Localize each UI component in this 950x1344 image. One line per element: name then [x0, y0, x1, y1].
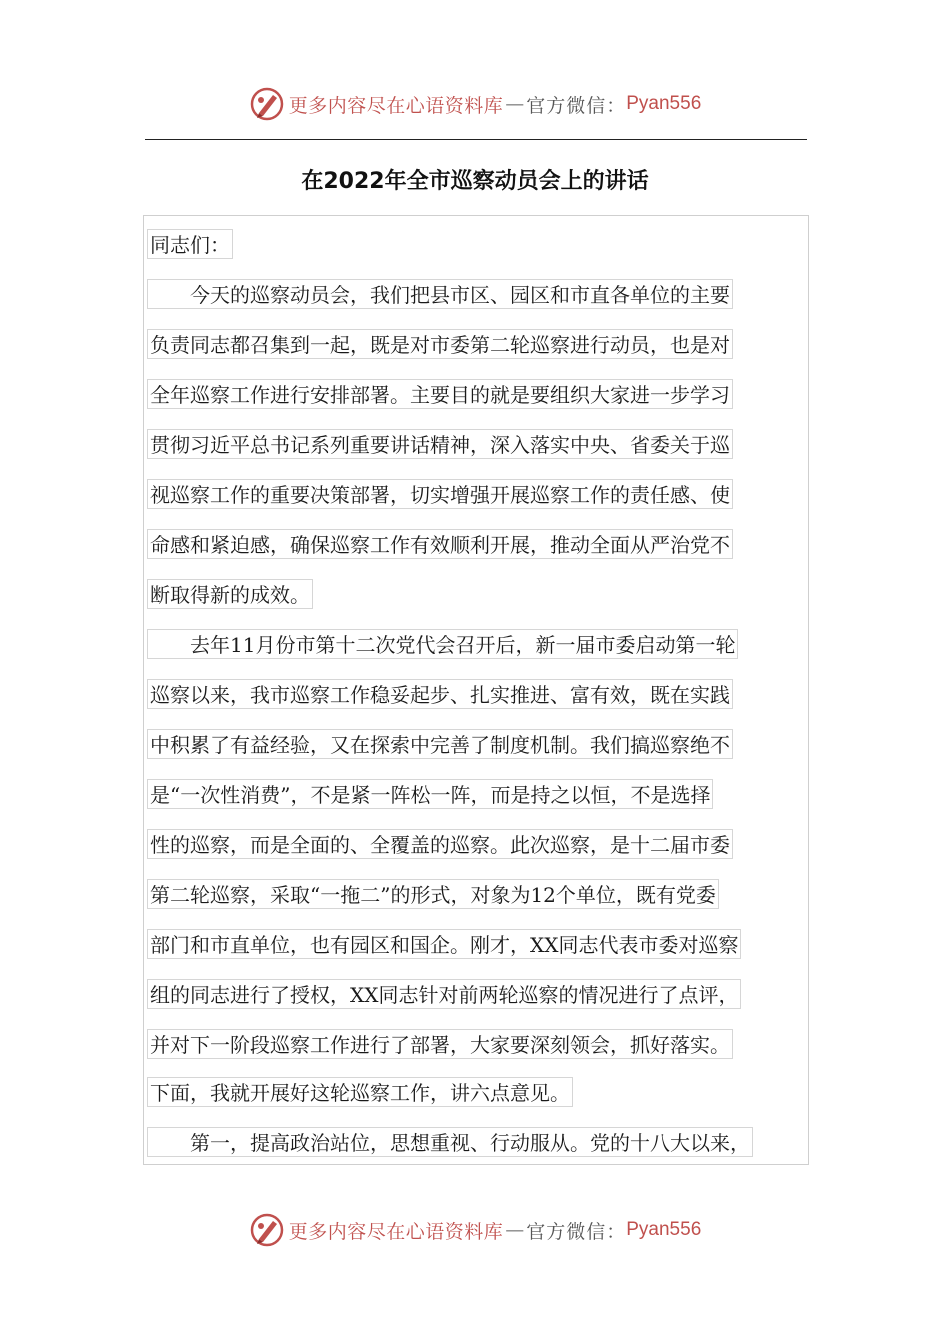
text-line: 第一，提高政治站位，思想重视、行动服从。党的十八大以来， [147, 1127, 753, 1157]
text-line: 视巡察工作的重要决策部署，切实增强开展巡察工作的责任感、使 [147, 479, 733, 509]
text-line: 组的同志进行了授权，XX同志针对前两轮巡察的情况进行了点评， [147, 979, 741, 1009]
header-banner-text: 更多内容尽在心语资料库 [288, 94, 504, 117]
text-line: 并对下一阶段巡察工作进行了部署，大家要深刻领会，抓好落实。 [147, 1029, 733, 1059]
footer-banner [0, 1208, 950, 1252]
text-line: 部门和市直单位，也有园区和国企。刚才，XX同志代表市委对巡察 [147, 929, 741, 959]
text-line: 负责同志都召集到一起，既是对市委第二轮巡察进行动员，也是对 [147, 329, 733, 359]
footer-banner-text: 更多内容尽在心语资料库 [288, 1220, 504, 1243]
header-divider [145, 139, 807, 140]
header-banner [0, 82, 950, 126]
document-title: 在2022年全市巡察动员会上的讲话 [301, 169, 649, 194]
salutation: 同志们： [147, 229, 233, 259]
text-line: 全年巡察工作进行安排部署。主要目的就是要组织大家进一步学习 [147, 379, 733, 409]
text-line: 第二轮巡察，采取“一拖二”的形式，对象为12个单位，既有党委 [147, 879, 719, 909]
footer-official-label: 官方微信： [526, 1220, 627, 1243]
text-line: 是“一次性消费”，不是紧一阵松一阵，而是持之以恒，不是选择 [147, 779, 713, 809]
text-line: 今天的巡察动员会，我们把县市区、园区和市直各单位的主要 [147, 279, 733, 309]
footer-wechat-handle: Pyan556 [626, 1219, 702, 1240]
text-line: 巡察以来，我市巡察工作稳妥起步、扎实推进、富有效，既在实践 [147, 679, 733, 709]
text-line: 贯彻习近平总书记系列重要讲话精神，深入落实中央、省委关于巡 [147, 429, 733, 459]
text-line: 去年11月份市第十二次党代会召开后，新一届市委启动第一轮 [147, 629, 738, 659]
text-line: 中积累了有益经验，又在探索中完善了制度机制。我们搞巡察绝不 [147, 729, 733, 759]
header-wechat-handle: Pyan556 [626, 93, 702, 114]
text-line: 断取得新的成效。 [147, 579, 313, 609]
text-line: 下面，我就开展好这轮巡察工作，讲六点意见。 [147, 1077, 573, 1107]
footer-banner-dash: — [505, 1219, 525, 1241]
header-official-label: 官方微信： [526, 94, 627, 117]
text-line: 命感和紧迫感，确保巡察工作有效顺利开展，推动全面从严治党不 [147, 529, 733, 559]
pen-logo-icon [249, 86, 285, 122]
text-line: 性的巡察，而是全面的、全覆盖的巡察。此次巡察，是十二届市委 [147, 829, 733, 859]
header-banner-dash: — [505, 93, 525, 115]
pen-logo-icon [249, 1212, 285, 1248]
